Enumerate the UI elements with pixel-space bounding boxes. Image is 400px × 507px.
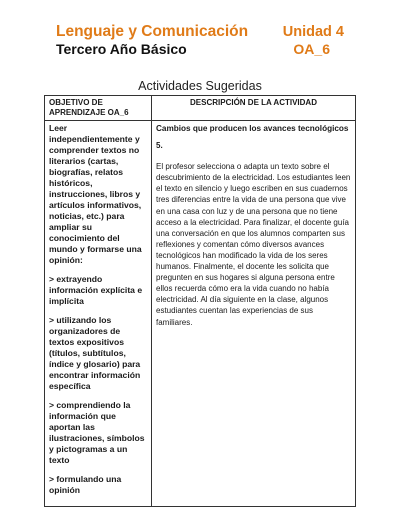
objective-code: OA_6	[293, 41, 330, 57]
table-row	[45, 121, 356, 507]
subject-title: Lenguaje y Comunicación	[56, 23, 249, 40]
col-header-description: DESCRIPCIÓN DE LA ACTIVIDAD	[152, 96, 356, 121]
activity-number: 5.	[156, 141, 163, 151]
activity-title: Cambios que producen los avances tecnológicos	[156, 124, 349, 133]
activity-text: El profesor selecciona o adapta un texto sobre el descubrimiento de la electricidad. Los estudiantes leen el texto en silencio y luego escriben en sus cuadernos tres diferencias entre la vida de una persona que vive en una casa con luz y de una persona que no tiene acceso a la electricidad. Para finalizar, el docente guía una conversación en que los alumnos comparten sus reflexiones y comentan cómo diversos avances tecnológicos han modificado la vida de los seres humanos. Finalmente, el docente les solicita que pregunten en sus hogares si alguna persona entre ellos recuerda cómo era la vida cuando no había electricidad. Al día siguiente en la clase, algunos estudiantes cuentan las experiencias de sus familiares.	[156, 162, 351, 327]
section-title: Actividades Sugeridas	[138, 79, 262, 93]
unit-label: Unidad 4	[282, 24, 344, 40]
objective-paragraph: Leer independientemente y comprender textos no literarios (cartas, biografías, relatos históricos, instrucciones, libros y artículos informativos, noticias, etc.) para ampliar su conocimiento del mundo y formarse una opinión:	[49, 123, 142, 265]
objective-bullet: > extrayendo información explícita e implícita	[49, 274, 143, 306]
objective-bullet: > comprendiendo la información que aportan las ilustraciones, símbolos y pictogramas a un texto	[49, 400, 145, 465]
description-cell	[152, 121, 356, 507]
col-header-objective: OBJETIVO DE APRENDIZAJE OA_6	[45, 96, 152, 121]
header-row-top	[56, 23, 344, 40]
objective-bullet: > utilizando los organizadores de textos expositivos (títulos, subtítulos, índice y glosario) para encontrar información específica	[49, 315, 141, 391]
activities-table	[44, 95, 356, 507]
page-header	[56, 23, 344, 58]
objective-cell	[45, 121, 152, 507]
objective-bullet: > formulando una opinión	[49, 474, 122, 495]
header-row-bottom	[56, 40, 344, 58]
table-header-row	[45, 96, 356, 121]
grade-title: Tercero Año Básico	[56, 41, 187, 57]
